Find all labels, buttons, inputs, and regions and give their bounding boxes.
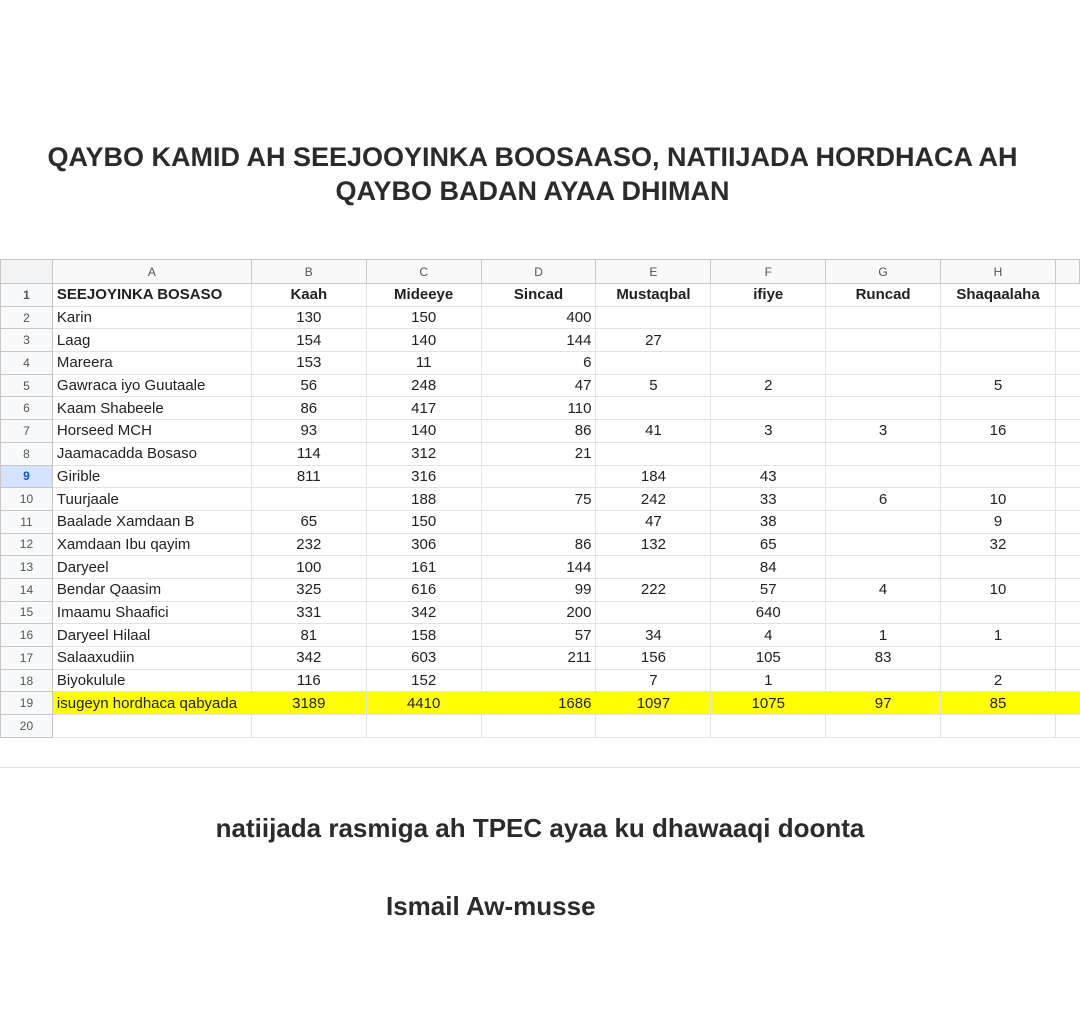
table-cell[interactable]: 7 (596, 669, 711, 692)
table-cell[interactable]: 312 (366, 442, 481, 465)
row-number[interactable]: 4 (1, 352, 53, 375)
table-cell[interactable] (941, 329, 1056, 352)
spreadsheet-grid (0, 259, 1080, 738)
table-cell[interactable] (941, 715, 1056, 738)
table-cell[interactable]: 3 (711, 420, 826, 443)
table-cell[interactable] (596, 601, 711, 624)
table-cell[interactable] (596, 442, 711, 465)
table-row (1, 556, 1080, 579)
table-cell[interactable] (1055, 465, 1079, 488)
table-cell[interactable] (481, 715, 596, 738)
table-cell[interactable]: 9 (941, 510, 1056, 533)
table-cell[interactable] (1055, 352, 1079, 375)
station-name-cell[interactable]: Daryeel Hilaal (52, 624, 251, 647)
table-cell[interactable] (1055, 533, 1079, 556)
station-name-cell[interactable]: isugeyn hordhaca qabyada (52, 692, 251, 715)
table-row (1, 420, 1080, 443)
table-cell[interactable] (1055, 556, 1079, 579)
header-cell-station[interactable]: SEEJOYINKA BOSASO (52, 284, 251, 307)
table-row (1, 352, 1080, 375)
table-cell[interactable]: 342 (366, 601, 481, 624)
table-cell[interactable] (826, 329, 941, 352)
page-title (0, 140, 1065, 208)
footer-note: natiijada rasmiga ah TPEC ayaa ku dhawaaqi doonta (215, 813, 865, 843)
station-name-cell[interactable]: Gawraca iyo Guutaale (52, 374, 251, 397)
table-cell[interactable] (1055, 420, 1079, 443)
column-header-row (1, 260, 1080, 284)
table-cell[interactable] (481, 510, 596, 533)
total-row (1, 692, 1080, 715)
row-number[interactable]: 9 (1, 465, 53, 488)
table-cell[interactable]: 316 (366, 465, 481, 488)
table-cell[interactable]: 10 (941, 488, 1056, 511)
table-cell[interactable]: 83 (826, 647, 941, 670)
table-cell[interactable] (1055, 284, 1079, 307)
table-cell[interactable]: 93 (251, 420, 366, 443)
table-cell[interactable] (481, 465, 596, 488)
row-number[interactable]: 19 (1, 692, 53, 715)
table-cell[interactable] (1055, 374, 1079, 397)
table-cell[interactable]: 184 (596, 465, 711, 488)
table-row (1, 397, 1080, 420)
table-cell[interactable] (1055, 715, 1079, 738)
column-header-e[interactable]: E (596, 260, 711, 284)
table-cell[interactable] (711, 352, 826, 375)
table-cell[interactable] (52, 715, 251, 738)
table-cell[interactable]: 11 (366, 352, 481, 375)
table-row (1, 647, 1080, 670)
row-number[interactable]: 12 (1, 533, 53, 556)
row-number[interactable]: 20 (1, 715, 53, 738)
table-cell[interactable] (941, 601, 1056, 624)
table-cell[interactable]: 34 (596, 624, 711, 647)
table-row (1, 669, 1080, 692)
table-cell[interactable]: 616 (366, 578, 481, 601)
table-cell[interactable]: 57 (481, 624, 596, 647)
table-cell[interactable] (826, 374, 941, 397)
table-cell[interactable] (711, 397, 826, 420)
table-cell[interactable]: 161 (366, 556, 481, 579)
header-cell-shaqaalaha[interactable]: Shaqaalaha (941, 284, 1056, 307)
row-number[interactable]: 7 (1, 420, 53, 443)
table-cell[interactable] (941, 352, 1056, 375)
table-cell[interactable]: 84 (711, 556, 826, 579)
row-number[interactable]: 10 (1, 488, 53, 511)
table-cell[interactable]: 153 (251, 352, 366, 375)
row-number[interactable]: 13 (1, 556, 53, 579)
author-name: Ismail Aw-musse (386, 891, 596, 921)
row-number[interactable]: 2 (1, 306, 53, 329)
table-cell[interactable]: 1 (711, 669, 826, 692)
table-row (1, 374, 1080, 397)
table-row (1, 329, 1080, 352)
table-cell[interactable] (1055, 578, 1079, 601)
row-number[interactable]: 1 (1, 284, 53, 307)
title-line-1: QAYBO KAMID AH SEEJOOYINKA BOOSAASO, NATIIJADA HORDHACA AH (47, 142, 1018, 172)
table-cell[interactable]: 85 (941, 692, 1056, 715)
table-cell[interactable] (826, 442, 941, 465)
table-cell[interactable]: 132 (596, 533, 711, 556)
column-header-g[interactable]: G (826, 260, 941, 284)
table-cell[interactable] (826, 533, 941, 556)
table-cell[interactable] (941, 397, 1056, 420)
row-number[interactable]: 3 (1, 329, 53, 352)
table-cell[interactable] (1055, 397, 1079, 420)
table-cell[interactable] (251, 488, 366, 511)
table-cell[interactable]: 116 (251, 669, 366, 692)
title-line-2: QAYBO BADAN AYAA DHIMAN (335, 176, 730, 206)
table-cell[interactable]: 342 (251, 647, 366, 670)
table-cell[interactable]: 242 (596, 488, 711, 511)
table-row (1, 465, 1080, 488)
table-cell[interactable]: 75 (481, 488, 596, 511)
table-cell[interactable]: 41 (596, 420, 711, 443)
table-cell[interactable]: 4410 (366, 692, 481, 715)
table-cell[interactable] (1055, 329, 1079, 352)
table-cell[interactable] (596, 556, 711, 579)
table-row (1, 442, 1080, 465)
table-cell[interactable]: 5 (596, 374, 711, 397)
table-cell[interactable]: 188 (366, 488, 481, 511)
column-header-d[interactable]: D (481, 260, 596, 284)
table-cell[interactable]: 140 (366, 329, 481, 352)
table-cell[interactable] (941, 556, 1056, 579)
table-cell[interactable]: 1097 (596, 692, 711, 715)
table-cell[interactable] (711, 442, 826, 465)
table-cell[interactable] (481, 669, 596, 692)
table-cell[interactable]: 154 (251, 329, 366, 352)
row-number[interactable]: 11 (1, 510, 53, 533)
column-header-b[interactable]: B (251, 260, 366, 284)
table-cell[interactable]: 400 (481, 306, 596, 329)
table-cell[interactable] (826, 556, 941, 579)
table-cell[interactable]: 43 (711, 465, 826, 488)
table-cell[interactable]: 32 (941, 533, 1056, 556)
table-cell[interactable] (1055, 488, 1079, 511)
row-number[interactable]: 18 (1, 669, 53, 692)
table-cell[interactable]: 232 (251, 533, 366, 556)
table-cell[interactable] (941, 306, 1056, 329)
column-header-a[interactable]: A (52, 260, 251, 284)
table-cell[interactable]: 640 (711, 601, 826, 624)
table-cell[interactable] (941, 442, 1056, 465)
table-cell[interactable]: 47 (481, 374, 596, 397)
station-name-cell[interactable]: Bendar Qaasim (52, 578, 251, 601)
table-cell[interactable]: 110 (481, 397, 596, 420)
row-number[interactable]: 15 (1, 601, 53, 624)
table-cell[interactable]: 150 (366, 306, 481, 329)
table-cell[interactable]: 1075 (711, 692, 826, 715)
header-cell-runcad[interactable]: Runcad (826, 284, 941, 307)
table-cell[interactable]: 16 (941, 420, 1056, 443)
row-number[interactable]: 6 (1, 397, 53, 420)
table-cell[interactable]: 144 (481, 329, 596, 352)
table-row (1, 510, 1080, 533)
table-cell[interactable] (941, 465, 1056, 488)
table-cell[interactable] (826, 601, 941, 624)
table-cell[interactable] (366, 715, 481, 738)
table-cell[interactable] (711, 329, 826, 352)
table-cell[interactable]: 331 (251, 601, 366, 624)
station-name-cell[interactable]: Karin (52, 306, 251, 329)
table-cell[interactable]: 3 (826, 420, 941, 443)
table-cell[interactable]: 47 (596, 510, 711, 533)
table-cell[interactable]: 152 (366, 669, 481, 692)
table-cell[interactable]: 130 (251, 306, 366, 329)
header-cell-ifiye[interactable]: ifiye (711, 284, 826, 307)
station-name-cell[interactable]: Salaaxudiin (52, 647, 251, 670)
station-name-cell[interactable]: Daryeel (52, 556, 251, 579)
table-row (1, 578, 1080, 601)
station-name-cell[interactable]: Horseed MCH (52, 420, 251, 443)
table-cell[interactable]: 38 (711, 510, 826, 533)
table-cell[interactable] (251, 715, 366, 738)
table-cell[interactable]: 6 (826, 488, 941, 511)
table-cell[interactable] (826, 397, 941, 420)
header-cell-sincad[interactable]: Sincad (481, 284, 596, 307)
table-cell[interactable] (1055, 306, 1079, 329)
station-name-cell[interactable]: Jaamacadda Bosaso (52, 442, 251, 465)
row-number[interactable]: 5 (1, 374, 53, 397)
table-cell[interactable]: 114 (251, 442, 366, 465)
table-cell[interactable]: 200 (481, 601, 596, 624)
header-cell-mustaqbal[interactable]: Mustaqbal (596, 284, 711, 307)
table-cell[interactable] (826, 510, 941, 533)
table-cell[interactable]: 4 (826, 578, 941, 601)
table-cell[interactable] (1055, 624, 1079, 647)
table-cell[interactable]: 81 (251, 624, 366, 647)
table-cell[interactable]: 156 (596, 647, 711, 670)
table-cell[interactable] (1055, 601, 1079, 624)
table-cell[interactable] (596, 397, 711, 420)
table-cell[interactable]: 150 (366, 510, 481, 533)
table-cell[interactable]: 27 (596, 329, 711, 352)
table-cell[interactable]: 325 (251, 578, 366, 601)
station-name-cell[interactable]: Imaamu Shaafici (52, 601, 251, 624)
table-cell[interactable]: 56 (251, 374, 366, 397)
table-cell[interactable]: 97 (826, 692, 941, 715)
table-cell[interactable]: 100 (251, 556, 366, 579)
table-row (1, 624, 1080, 647)
table-cell[interactable] (1055, 669, 1079, 692)
column-header-i[interactable] (1055, 260, 1079, 284)
table-row (1, 601, 1080, 624)
empty-row (1, 715, 1080, 738)
table-cell[interactable]: 33 (711, 488, 826, 511)
table-cell[interactable]: 1686 (481, 692, 596, 715)
table-cell[interactable] (826, 715, 941, 738)
table-cell[interactable] (596, 306, 711, 329)
table-cell[interactable]: 57 (711, 578, 826, 601)
row-number[interactable]: 14 (1, 578, 53, 601)
table-cell[interactable]: 222 (596, 578, 711, 601)
table-cell[interactable]: 65 (251, 510, 366, 533)
table-cell[interactable]: 144 (481, 556, 596, 579)
table-cell[interactable] (826, 669, 941, 692)
header-cell-kaah[interactable]: Kaah (251, 284, 366, 307)
table-cell[interactable] (711, 306, 826, 329)
table-cell[interactable] (1055, 442, 1079, 465)
table-cell[interactable]: 65 (711, 533, 826, 556)
table-cell[interactable]: 86 (481, 533, 596, 556)
table-cell[interactable]: 86 (481, 420, 596, 443)
header-cell-mideeye[interactable]: Mideeye (366, 284, 481, 307)
row-number[interactable]: 16 (1, 624, 53, 647)
station-name-cell[interactable]: Tuurjaale (52, 488, 251, 511)
table-cell[interactable]: 86 (251, 397, 366, 420)
table-cell[interactable] (826, 465, 941, 488)
table-row (1, 533, 1080, 556)
row-number[interactable]: 17 (1, 647, 53, 670)
table-cell[interactable] (596, 352, 711, 375)
column-header-f[interactable]: F (711, 260, 826, 284)
table-cell[interactable]: 211 (481, 647, 596, 670)
table-cell[interactable] (1055, 692, 1079, 715)
table-header-row (1, 284, 1080, 307)
table-cell[interactable]: 603 (366, 647, 481, 670)
table-cell[interactable]: 21 (481, 442, 596, 465)
table-cell[interactable]: 10 (941, 578, 1056, 601)
station-name-cell[interactable]: Mareera (52, 352, 251, 375)
table-cell[interactable]: 4 (711, 624, 826, 647)
table-cell[interactable]: 6 (481, 352, 596, 375)
table-cell[interactable]: 2 (941, 669, 1056, 692)
row-number[interactable]: 8 (1, 442, 53, 465)
table-cell[interactable] (826, 306, 941, 329)
table-cell[interactable] (596, 715, 711, 738)
station-name-cell[interactable]: Girible (52, 465, 251, 488)
column-header-h[interactable]: H (941, 260, 1056, 284)
table-cell[interactable]: 140 (366, 420, 481, 443)
station-name-cell[interactable]: Kaam Shabeele (52, 397, 251, 420)
table-cell[interactable]: 3189 (251, 692, 366, 715)
next-row-fragment (0, 767, 1080, 773)
select-all-corner[interactable] (1, 260, 53, 284)
table-cell[interactable]: 1 (941, 624, 1056, 647)
station-name-cell[interactable]: Baalade Xamdaan B (52, 510, 251, 533)
table-cell[interactable]: 2 (711, 374, 826, 397)
table-cell[interactable] (941, 647, 1056, 670)
table-cell[interactable]: 105 (711, 647, 826, 670)
table-cell[interactable] (1055, 647, 1079, 670)
station-name-cell[interactable]: Biyokulule (52, 669, 251, 692)
station-name-cell[interactable]: Xamdaan Ibu qayim (52, 533, 251, 556)
table-row (1, 488, 1080, 511)
table-cell[interactable] (711, 715, 826, 738)
table-cell[interactable] (826, 352, 941, 375)
table-cell[interactable]: 158 (366, 624, 481, 647)
column-header-c[interactable]: C (366, 260, 481, 284)
table-cell[interactable] (1055, 510, 1079, 533)
table-cell[interactable]: 248 (366, 374, 481, 397)
table-cell[interactable]: 99 (481, 578, 596, 601)
table-row (1, 306, 1080, 329)
table-cell[interactable]: 306 (366, 533, 481, 556)
table-cell[interactable]: 5 (941, 374, 1056, 397)
table-cell[interactable]: 1 (826, 624, 941, 647)
table-cell[interactable]: 811 (251, 465, 366, 488)
table-cell[interactable]: 417 (366, 397, 481, 420)
station-name-cell[interactable]: Laag (52, 329, 251, 352)
